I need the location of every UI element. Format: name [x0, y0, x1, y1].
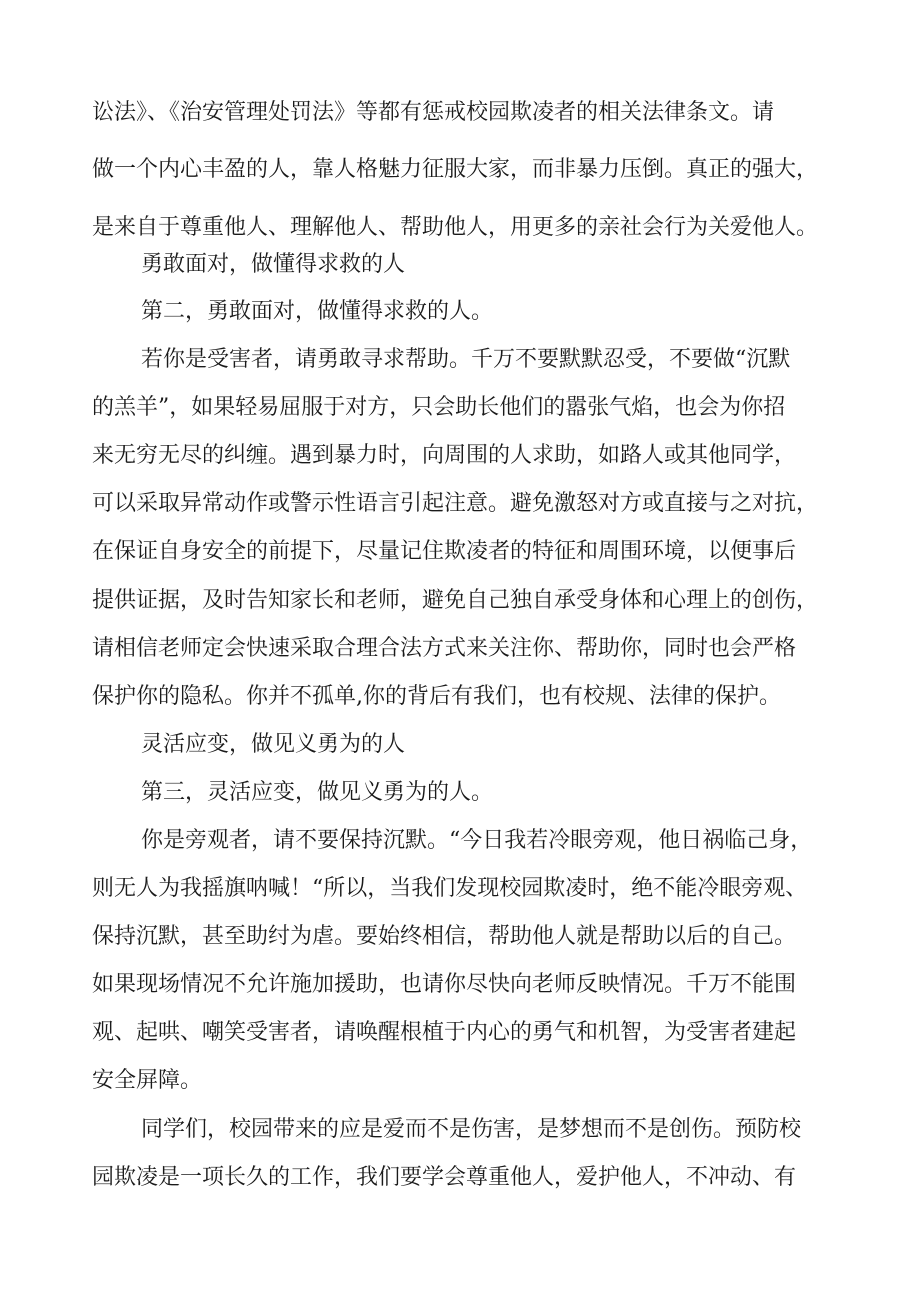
text-line: 做一个内心丰盈的人，靠人格魅力征服大家，而非暴力压倒。真正的强大，	[92, 157, 819, 182]
text-line: 保持沉默，甚至助纣为虐。要始终相信，帮助他人就是帮助以后的自己。	[92, 924, 797, 949]
text-line: 则无人为我摇旗呐喊！“所以，当我们发现校园欺凌时，绝不能冷眼旁观、	[92, 876, 808, 901]
text-line: 请相信老师定会快速采取合理合法方式来关注你、帮助你，同时也会严格	[92, 636, 797, 661]
text-line: 安全屏障。	[92, 1068, 203, 1093]
section-heading: 勇敢面对，做懂得求救的人	[141, 252, 406, 277]
text-line: 讼法》、《治安管理处罚法》等都有惩戒校园欺凌者的相关法律条文。请	[92, 100, 775, 125]
text-line: 若你是受害者，请勇敢寻求帮助。千万不要默默忍受，不要做“沉默	[141, 347, 791, 372]
text-line: 你是旁观者，请不要保持沉默。“今日我若冷眼旁观，他日祸临己身，	[141, 828, 813, 853]
text-line: 同学们，校园带来的应是爱而不是伤害，是梦想而不是创伤。预防校	[141, 1117, 802, 1142]
text-line: 来无穷无尽的纠缠。遇到暴力时，向周围的人求助，如路人或其他同学，	[92, 443, 797, 468]
text-line: 的羔羊”，如果轻易屈服于对方，只会助长他们的嚣张气焰，也会为你招	[92, 395, 786, 420]
text-line: 保护你的隐私。你并不孤单,你的背后有我们，也有校规、法律的保护。	[92, 684, 781, 709]
text-line: 第三，灵活应变，做见义勇为的人。	[141, 780, 494, 805]
text-line: 园欺凌是一项长久的工作，我们要学会尊重他人，爱护他人，不冲动、有	[92, 1165, 797, 1190]
text-line: 提供证据，及时告知家长和老师，避免自己独自承受身体和心理上的创伤，	[92, 588, 819, 613]
text-line: 可以采取异常动作或警示性语言引起注意。避免激怒对方或直接与之对抗，	[92, 491, 819, 516]
text-line: 是来自于尊重他人、理解他人、帮助他人，用更多的亲社会行为关爱他人。	[92, 215, 819, 240]
text-line: 如果现场情况不允许施加援助，也请你尽快向老师反映情况。千万不能围	[92, 972, 797, 997]
text-line: 第二，勇敢面对，做懂得求救的人。	[141, 299, 494, 324]
text-line: 在保证自身安全的前提下，尽量记住欺凌者的特征和周围环境，以便事后	[92, 539, 797, 564]
text-line: 观、起哄、嘲笑受害者，请唤醒根植于内心的勇气和机智，为受害者建起	[92, 1020, 797, 1045]
section-heading: 灵活应变，做见义勇为的人	[141, 732, 406, 757]
